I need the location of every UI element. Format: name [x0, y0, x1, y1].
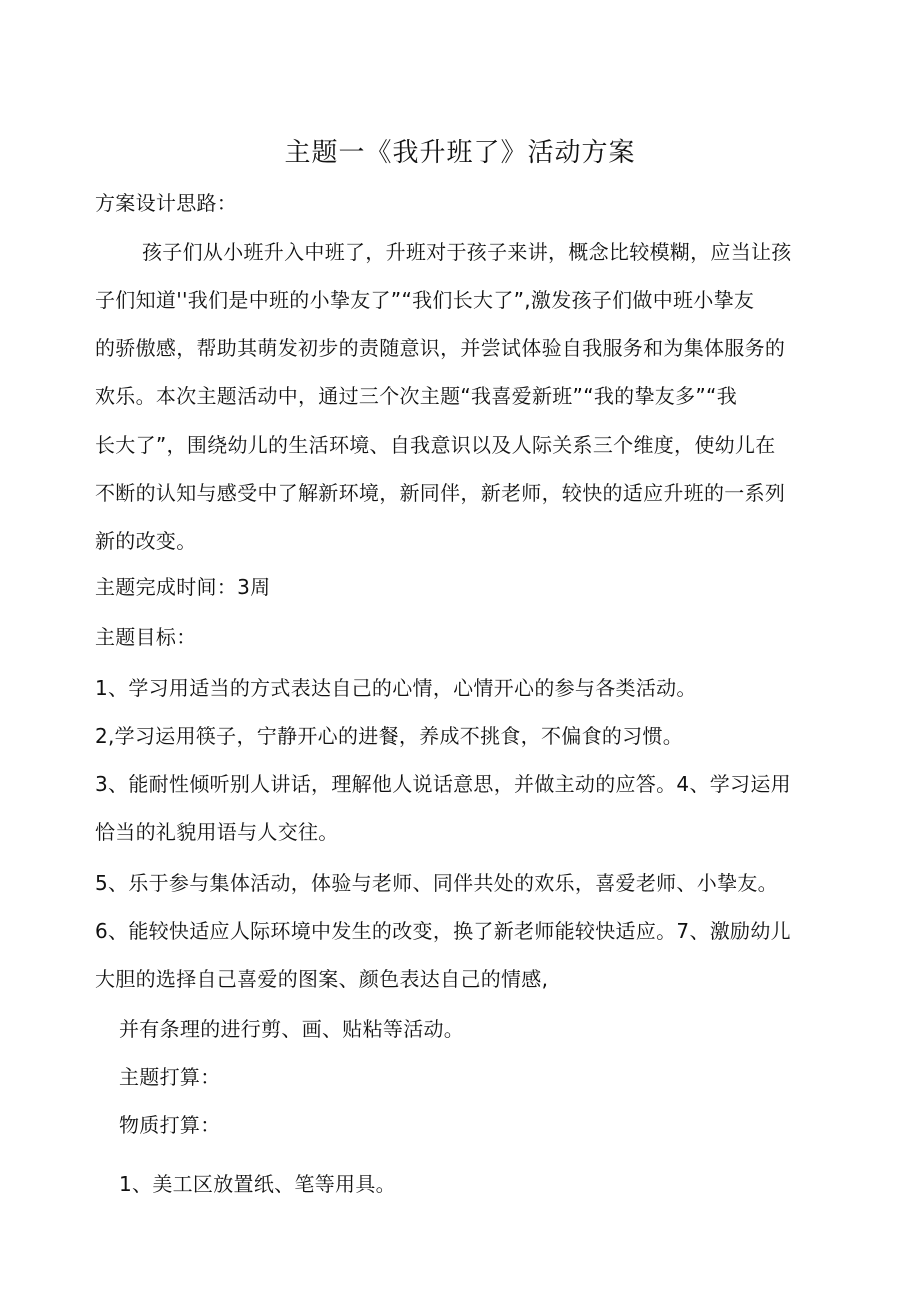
design-paragraph-line-6: 不断的认知与感受中了解新环境，新同伴，新老师，较快的适应升班的一系列 — [95, 481, 786, 505]
material-item-1: 1、美工区放置纸、笔等用具。 — [119, 1172, 396, 1196]
material-heading: 物质打算： — [119, 1113, 221, 1137]
design-paragraph-line-3: 的骄傲感，帮助其萌发初步的责随意识，并尝试体验自我服务和为集体服务的 — [95, 336, 786, 360]
design-paragraph-line-5: 长大了”，围绕幼儿的生活环境、自我意识以及人际关系三个维度，使幼儿在 — [95, 433, 776, 457]
goal-item-5: 5、乐于参与集体活动，体验与老师、同伴共处的欢乐，喜爱老师、小挚友。 — [95, 871, 778, 895]
design-paragraph-line-7: 新的改变。 — [95, 529, 197, 553]
goal-item-4-continued: 恰当的礼貌用语与人交往。 — [95, 820, 339, 844]
design-heading: 方案设计思路： — [95, 191, 238, 215]
plan-heading: 主题打算： — [119, 1065, 221, 1089]
design-paragraph-line-4: 欢乐。本次主题活动中，通过三个次主题“我喜爱新班”“我的挚友多”“我 — [95, 384, 738, 408]
goal-item-7-continued: 大胆的选择自己喜爱的图案、颜色表达自己的情感, — [95, 967, 549, 991]
goal-item-3-4: 3、能耐性倾听别人讲话，理解他人说话意思，并做主动的应答。4、学习运用 — [95, 772, 791, 796]
goal-item-1: 1、学习用适当的方式表达自己的心情，心情开心的参与各类活动。 — [95, 676, 697, 700]
duration-line: 主题完成时间：3周 — [95, 575, 271, 599]
document-title: 主题一《我升班了》活动方案 — [284, 138, 636, 168]
design-paragraph-line-1: 孩子们从小班升入中班了，升班对于孩子来讲，概念比较模糊，应当让孩 — [142, 240, 792, 264]
goals-heading: 主题目标： — [95, 625, 197, 649]
goal-item-2: 2,学习运用筷子，宁静开心的进餐，养成不挑食，不偏食的习惯。 — [95, 724, 684, 748]
goal-item-6-7: 6、能较快适应人际环境中发生的改变，换了新老师能较快适应。7、激励幼儿 — [95, 919, 791, 943]
design-paragraph-line-2: 子们知道''我们是中班的小挚友了”“我们长大了”,激发孩子们做中班小挚友 — [95, 288, 755, 312]
goal-item-7-end: 并有条理的进行剪、画、贴粘等活动。 — [119, 1017, 465, 1041]
